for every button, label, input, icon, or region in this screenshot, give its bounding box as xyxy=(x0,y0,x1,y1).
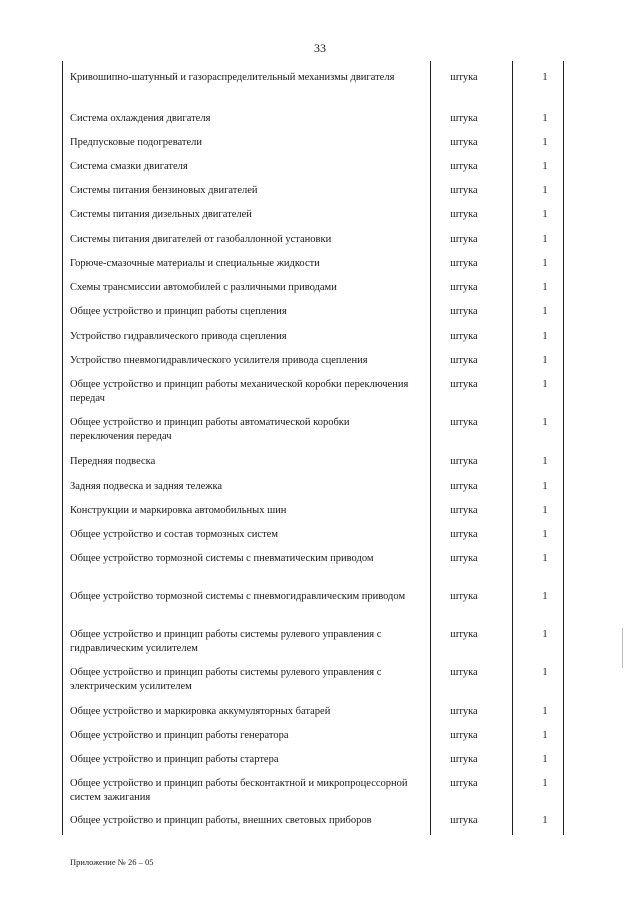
item-unit: штука xyxy=(450,553,478,564)
item-quantity: 1 xyxy=(542,209,548,220)
item-unit: штука xyxy=(450,306,478,317)
item-quantity: 1 xyxy=(542,355,548,366)
item-quantity: 1 xyxy=(542,331,548,342)
item-quantity: 1 xyxy=(542,667,548,678)
item-quantity: 1 xyxy=(542,778,548,789)
item-name: Передняя подвеска xyxy=(70,456,156,467)
item-name: Общее устройство и принцип работы генератора xyxy=(70,730,289,741)
item-unit: штука xyxy=(450,778,478,789)
item-unit: штука xyxy=(450,417,478,428)
equipment-table xyxy=(62,61,564,835)
item-name: Общее устройство тормозной системы с пневматическим приводом xyxy=(70,553,374,564)
item-name: Система смазки двигателя xyxy=(70,161,188,172)
item-quantity: 1 xyxy=(542,629,548,640)
item-name: Конструкции и маркировка автомобильных шин xyxy=(70,505,287,516)
item-name: Общее устройство и принцип работы бесконтактной и микропроцессорной систем зажигания xyxy=(70,778,408,803)
page-number: 33 xyxy=(314,41,326,55)
item-name: Общее устройство и состав тормозных систем xyxy=(70,529,278,540)
item-quantity: 1 xyxy=(542,185,548,196)
item-quantity: 1 xyxy=(542,137,548,148)
item-quantity: 1 xyxy=(542,161,548,172)
item-unit: штука xyxy=(450,754,478,765)
item-name: Системы питания дизельных двигателей xyxy=(70,209,252,220)
item-name: Общее устройство и принцип работы сцепления xyxy=(70,306,287,317)
item-quantity: 1 xyxy=(542,706,548,717)
item-quantity: 1 xyxy=(542,754,548,765)
item-quantity: 1 xyxy=(542,591,548,602)
item-unit: штука xyxy=(450,706,478,717)
item-quantity: 1 xyxy=(542,234,548,245)
table-border-qty xyxy=(512,61,513,835)
table-border-unit xyxy=(430,61,431,835)
item-unit: штука xyxy=(450,730,478,741)
item-quantity: 1 xyxy=(542,258,548,269)
item-name: Система охлаждения двигателя xyxy=(70,113,211,124)
item-unit: штука xyxy=(450,529,478,540)
item-name: Общее устройство и принцип работы, внешних световых приборов xyxy=(70,815,372,826)
item-unit: штука xyxy=(450,505,478,516)
item-quantity: 1 xyxy=(542,529,548,540)
item-unit: штука xyxy=(450,137,478,148)
table-border-right xyxy=(563,61,564,835)
item-unit: штука xyxy=(450,355,478,366)
item-name: Общее устройство тормозной системы с пневмогидравлическим приводом xyxy=(70,591,406,602)
item-unit: штука xyxy=(450,161,478,172)
table-border-left xyxy=(62,61,63,835)
item-quantity: 1 xyxy=(542,481,548,492)
item-quantity: 1 xyxy=(542,72,548,83)
item-name: Системы питания двигателей от газобаллонной установки xyxy=(70,234,332,245)
item-name: Устройство гидравлического привода сцепления xyxy=(70,331,287,342)
item-name: Горюче-смазочные материалы и специальные жидкости xyxy=(70,258,320,269)
item-name: Общее устройство и маркировка аккумуляторных батарей xyxy=(70,706,331,717)
item-name: Предпусковые подогреватели xyxy=(70,137,203,148)
item-unit: штука xyxy=(450,72,478,83)
item-quantity: 1 xyxy=(542,505,548,516)
item-name: Общее устройство и принцип работы стартера xyxy=(70,754,279,765)
item-quantity: 1 xyxy=(542,379,548,390)
item-quantity: 1 xyxy=(542,417,548,428)
item-unit: штука xyxy=(450,667,478,678)
item-unit: штука xyxy=(450,234,478,245)
item-quantity: 1 xyxy=(542,553,548,564)
item-name: Общее устройство и принцип работы автоматической коробки переключения передач xyxy=(70,417,350,442)
item-unit: штука xyxy=(450,591,478,602)
item-unit: штука xyxy=(450,113,478,124)
item-unit: штука xyxy=(450,815,478,826)
item-unit: штука xyxy=(450,629,478,640)
item-quantity: 1 xyxy=(542,730,548,741)
item-name: Общее устройство и принцип работы системы рулевого управления с электрическим усилителем xyxy=(70,667,382,692)
page-footer: Приложение № 26 – 05 xyxy=(70,857,154,867)
item-unit: штука xyxy=(450,185,478,196)
item-unit: штука xyxy=(450,456,478,467)
item-quantity: 1 xyxy=(542,456,548,467)
scan-speck xyxy=(622,628,623,668)
item-name: Устройство пневмогидравлического усилителя привода сцепления xyxy=(70,355,368,366)
item-name: Общее устройство и принцип работы системы рулевого управления с гидравлическим усилителем xyxy=(70,629,382,654)
item-unit: штука xyxy=(450,481,478,492)
item-name: Задняя подвеска и задняя тележка xyxy=(70,481,223,492)
item-name: Кривошипно-шатунный и газораспределительный механизмы двигателя xyxy=(70,72,395,83)
item-unit: штука xyxy=(450,209,478,220)
item-unit: штука xyxy=(450,258,478,269)
item-quantity: 1 xyxy=(542,282,548,293)
item-unit: штука xyxy=(450,282,478,293)
item-quantity: 1 xyxy=(542,306,548,317)
item-name: Схемы трансмиссии автомобилей с различными приводами xyxy=(70,282,337,293)
item-quantity: 1 xyxy=(542,815,548,826)
item-unit: штука xyxy=(450,331,478,342)
item-quantity: 1 xyxy=(542,113,548,124)
item-name: Системы питания бензиновых двигателей xyxy=(70,185,258,196)
item-unit: штука xyxy=(450,379,478,390)
item-name: Общее устройство и принцип работы механической коробки переключения передач xyxy=(70,379,409,404)
